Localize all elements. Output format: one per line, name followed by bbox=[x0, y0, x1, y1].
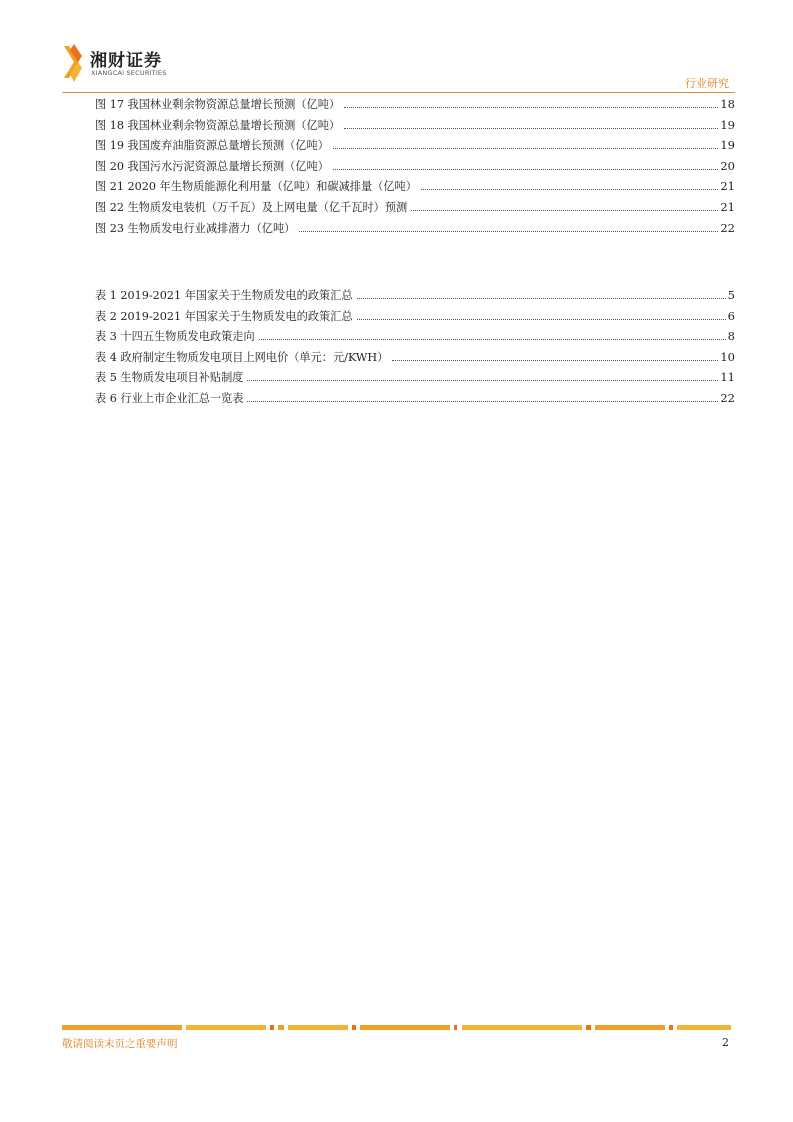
figure-toc-entry-page: 18 bbox=[720, 97, 735, 111]
table-toc-entry-page: 10 bbox=[720, 349, 735, 364]
figure-toc-entry-label: 图 20 我国污水污泥资源总量增长预测（亿吨） bbox=[95, 159, 329, 173]
table-toc-entry-label: 表 1 2019-2021 年国家关于生物质发电的政策汇总 bbox=[95, 289, 353, 302]
tables-toc bbox=[95, 287, 735, 411]
figure-toc-entry[interactable] bbox=[95, 96, 735, 117]
dot-leader bbox=[411, 210, 718, 211]
table-toc-entry-page: 22 bbox=[720, 390, 735, 405]
table-toc-entry[interactable] bbox=[95, 308, 735, 329]
figure-toc-entry-label: 图 17 我国林业剩余物资源总量增长预测（亿吨） bbox=[95, 98, 341, 111]
table-toc-entry-label: 表 4 政府制定生物质发电项目上网电价（单元：元/KWH） bbox=[95, 350, 389, 364]
table-toc-entry-page: 6 bbox=[727, 308, 735, 323]
dot-leader bbox=[357, 298, 726, 299]
dot-leader bbox=[333, 148, 718, 149]
dot-leader bbox=[247, 401, 718, 402]
figure-toc-entry-page: 20 bbox=[720, 158, 735, 173]
figure-toc-entry-page: 19 bbox=[720, 138, 735, 153]
figure-toc-entry-page: 21 bbox=[720, 199, 735, 214]
figure-toc-entry-label: 图 22 生物质发电装机（万千瓦）及上网电量（亿千瓦时）预测 bbox=[95, 200, 408, 214]
figure-toc-entry-label: 图 18 我国林业剩余物资源总量增长预测（亿吨） bbox=[95, 118, 341, 132]
figure-toc-entry[interactable] bbox=[95, 158, 735, 179]
figure-toc-entry-label: 图 21 2020 年生物质能源化利用量（亿吨）和碳减排量（亿吨） bbox=[95, 180, 417, 194]
table-toc-entry[interactable] bbox=[95, 369, 735, 390]
table-toc-entry-page: 5 bbox=[727, 288, 735, 302]
dot-leader bbox=[259, 339, 726, 340]
table-toc-entry[interactable] bbox=[95, 390, 735, 411]
table-toc-entry-label: 表 3 十四五生物质发电政策走向 bbox=[95, 330, 255, 344]
page-number: 2 bbox=[722, 1036, 729, 1049]
figure-toc-entry[interactable] bbox=[95, 199, 735, 220]
logo-mark-icon bbox=[60, 42, 88, 88]
figure-toc-entry-label: 图 23 生物质发电行业减排潜力（亿吨） bbox=[95, 221, 296, 235]
table-toc-entry[interactable] bbox=[95, 349, 735, 370]
dot-leader bbox=[344, 128, 718, 129]
logo-english-name: XIANGCAI SECURITIES bbox=[91, 69, 167, 77]
table-toc-entry[interactable] bbox=[95, 287, 735, 308]
figures-toc bbox=[95, 96, 735, 240]
table-toc-entry-label: 表 5 生物质发电项目补贴制度 bbox=[95, 371, 244, 385]
dot-leader bbox=[344, 107, 718, 108]
table-toc-entry-label: 表 2 2019-2021 年国家关于生物质发电的政策汇总 bbox=[95, 309, 353, 323]
company-logo bbox=[60, 42, 170, 88]
footer-disclaimer: 敬请阅读末页之重要声明 bbox=[62, 1038, 178, 1050]
dot-leader bbox=[247, 380, 718, 381]
report-section-label: 行业研究 bbox=[685, 77, 729, 90]
figure-toc-entry-page: 19 bbox=[720, 117, 735, 132]
dot-leader bbox=[333, 169, 718, 170]
header-divider bbox=[62, 92, 735, 93]
figure-toc-entry-label: 图 19 我国废弃油脂资源总量增长预测（亿吨） bbox=[95, 139, 329, 153]
figure-toc-entry[interactable] bbox=[95, 137, 735, 158]
logo-chinese-name: 湘财证券 bbox=[90, 51, 162, 71]
dot-leader bbox=[392, 360, 718, 361]
table-toc-entry[interactable] bbox=[95, 328, 735, 349]
table-toc-entry-label: 表 6 行业上市企业汇总一览表 bbox=[95, 391, 244, 405]
table-toc-entry-page: 8 bbox=[727, 329, 735, 344]
figure-toc-entry-page: 21 bbox=[720, 179, 735, 194]
footer-stripe bbox=[62, 1025, 731, 1030]
figure-toc-entry[interactable] bbox=[95, 178, 735, 199]
dot-leader bbox=[421, 189, 718, 190]
table-toc-entry-page: 11 bbox=[720, 370, 735, 385]
figure-toc-entry[interactable] bbox=[95, 117, 735, 138]
figure-toc-entry[interactable] bbox=[95, 220, 735, 241]
figure-toc-entry-page: 22 bbox=[720, 220, 735, 235]
dot-leader bbox=[357, 319, 726, 320]
dot-leader bbox=[299, 231, 718, 232]
